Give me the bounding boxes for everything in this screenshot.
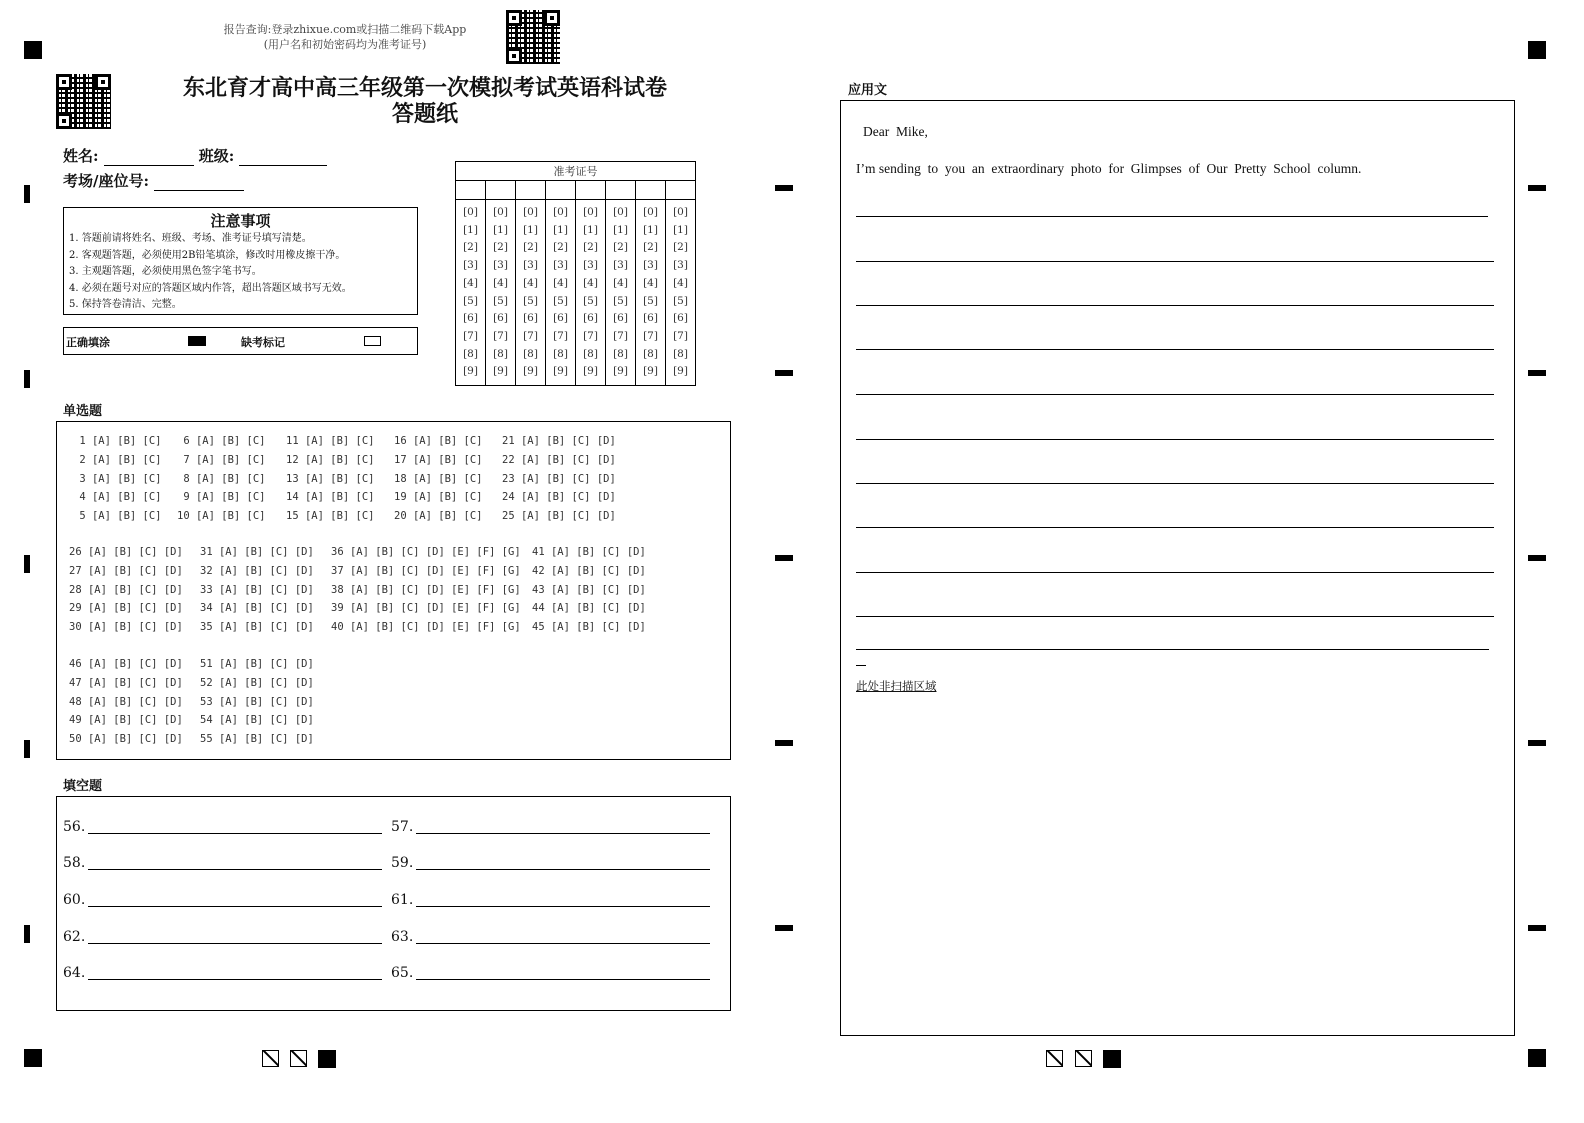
exam-id-column[interactable]: [636, 200, 666, 386]
blank-line[interactable]: [416, 833, 710, 834]
blank-line[interactable]: [416, 869, 710, 870]
exam-id-bubble[interactable]: [0]: [583, 206, 598, 218]
exam-id-bubble[interactable]: [6]: [523, 312, 538, 325]
exam-id-bubble[interactable]: [6]: [673, 312, 688, 325]
correct-fill-label: 正确填涂: [66, 336, 110, 349]
exam-id-bubble[interactable]: [9]: [583, 365, 598, 378]
blank-line[interactable]: [88, 943, 382, 944]
exam-id-bubble[interactable]: [4]: [553, 276, 568, 289]
single-choice-label: 单选题: [63, 404, 103, 419]
exam-id-column[interactable]: [576, 200, 606, 386]
exam-id-column[interactable]: [456, 200, 486, 386]
exam-id-bubble[interactable]: [2]: [643, 241, 658, 254]
writing-line[interactable]: [856, 349, 1494, 350]
exam-id-bubble[interactable]: [7]: [523, 329, 538, 342]
mc-column[interactable]: 6 [A] [B] [C] 7 [A] [B] [C] 8 [A] [B] [C] 9 [A] [B] [C] 10 [A] [B] [C]: [177, 435, 266, 523]
notice-item: 3. 主观题答题，必须使用黑色签字笔书写。: [69, 266, 262, 277]
exam-id-bubble[interactable]: [3]: [463, 259, 478, 272]
fill-example-box: [63, 327, 418, 355]
side-mark-right: [1528, 370, 1546, 376]
single-choice-box: [56, 421, 731, 760]
exam-id-bubble[interactable]: [4]: [613, 276, 628, 289]
exam-id-digit-cell[interactable]: [546, 181, 576, 200]
exam-id-bubble[interactable]: [2]: [673, 241, 688, 254]
exam-id-column[interactable]: [606, 200, 636, 386]
exam-id-digit-cell[interactable]: [516, 181, 546, 200]
exam-id-bubble[interactable]: [7]: [643, 329, 658, 342]
mc-column[interactable]: 16 [A] [B] [C] 17 [A] [B] [C] 18 [A] [B] [C] 19 [A] [B] [C] 20 [A] [B] [C]: [394, 435, 483, 523]
exam-id-bubble[interactable]: [1]: [523, 223, 538, 236]
mc-column[interactable]: 31 [A] [B] [C] [D] 32 [A] [B] [C] [D] 33 [A] [B] [C] [D] 34 [A] [B] [C] [D] 35 [A] [B] [C] [D]: [200, 546, 314, 634]
blank-line[interactable]: [416, 943, 710, 944]
name-row: [63, 145, 327, 166]
exam-id-bubble[interactable]: [6]: [493, 312, 508, 325]
exam-id-bubble[interactable]: [1]: [673, 223, 688, 236]
corner-mark-top-right: [1528, 41, 1546, 59]
writing-line[interactable]: [856, 572, 1494, 573]
writing-line[interactable]: [856, 305, 1494, 306]
exam-id-bubble[interactable]: [2]: [493, 241, 508, 254]
exam-id-bubble[interactable]: [9]: [553, 365, 568, 378]
side-mark-middle: [775, 370, 793, 376]
exam-id-bubble[interactable]: [6]: [463, 312, 478, 325]
blank-number: 62.: [63, 929, 86, 945]
corner-mark-bottom-right: [1528, 1049, 1546, 1067]
notice-item: 5. 保持答卷清洁、完整。: [69, 299, 182, 310]
exam-id-bubble[interactable]: [6]: [583, 312, 598, 325]
notice-title: 注意事项: [210, 212, 271, 230]
page-title: [160, 75, 690, 127]
fill-blank-box: [56, 796, 731, 1011]
exam-id-bubble[interactable]: [3]: [673, 259, 688, 272]
exam-id-bubble[interactable]: [0]: [463, 206, 478, 218]
blank-line[interactable]: [416, 979, 710, 980]
qr-code-student: [56, 74, 111, 129]
exam-id-bubble[interactable]: [5]: [553, 294, 568, 307]
exam-id-bubble[interactable]: [1]: [613, 223, 628, 236]
mc-column[interactable]: 1 [A] [B] [C] 2 [A] [B] [C] 3 [A] [B] [C] 4 [A] [B] [C] 5 [A] [B] [C]: [79, 435, 162, 523]
exam-id-bubble[interactable]: [2]: [463, 241, 478, 254]
page-mark-slash: [290, 1050, 307, 1067]
exam-id-bubble[interactable]: [0]: [673, 206, 688, 218]
exam-id-bubble[interactable]: [0]: [643, 206, 658, 218]
exam-id-bubble[interactable]: [5]: [613, 294, 628, 307]
writing-line[interactable]: [856, 483, 1494, 484]
mc-column[interactable]: 21 [A] [B] [C] [D] 22 [A] [B] [C] [D] 23 [A] [B] [C] [D] 24 [A] [B] [C] [D] 25 [A] [B] [C] [D]: [502, 435, 616, 523]
blank-number: 64.: [63, 965, 86, 981]
exam-id-bubble[interactable]: [7]: [613, 329, 628, 342]
exam-id-bubble[interactable]: [3]: [523, 259, 538, 272]
exam-id-digit-cell[interactable]: [486, 181, 516, 200]
blank-line[interactable]: [88, 833, 382, 834]
exam-id-bubble[interactable]: [8]: [673, 347, 688, 360]
exam-id-bubble[interactable]: [0]: [493, 206, 508, 218]
mc-column[interactable]: 36 [A] [B] [C] [D] [E] [F] [G] 37 [A] [B] [C] [D] [E] [F] [G] 38 [A] [B] [C] [D] [E] [F] [G] 39 [A] [B] [C] [D] [E] [F] [G] 40 [A] [B] [C] [D] [E] [F] [G]: [331, 546, 521, 634]
blank-line[interactable]: [416, 906, 710, 907]
exam-id-bubble[interactable]: [7]: [463, 329, 478, 342]
exam-id-bubble[interactable]: [5]: [463, 294, 478, 307]
exam-id-digit-cell[interactable]: [606, 181, 636, 200]
side-mark-middle: [775, 555, 793, 561]
exam-id-bubble[interactable]: [4]: [463, 276, 478, 289]
side-mark-middle: [775, 925, 793, 931]
exam-id-bubble[interactable]: [1]: [553, 223, 568, 236]
blank-number: 56.: [63, 819, 86, 835]
exam-id-bubble[interactable]: [2]: [523, 241, 538, 254]
exam-id-bubble[interactable]: [4]: [673, 276, 688, 289]
correct-fill-sample: [188, 336, 206, 346]
exam-id-bubble[interactable]: [4]: [523, 276, 538, 289]
side-mark-middle: [775, 185, 793, 191]
notice-item: 2. 客观题答题，必须使用2B铅笔填涂，修改时用橡皮擦干净。: [69, 249, 346, 261]
writing-line[interactable]: [856, 527, 1494, 528]
exam-id-bubble[interactable]: [3]: [493, 259, 508, 272]
name-field[interactable]: [104, 152, 194, 166]
exam-id-bubble[interactable]: [3]: [643, 259, 658, 272]
essay-first-sentence: I’m sending to you an extraordinary photo for Glimpses of Our Pretty School column.: [856, 161, 1362, 176]
blank-number: 59.: [391, 855, 414, 871]
side-mark-left: [24, 925, 30, 943]
exam-id-digit-cell[interactable]: [576, 181, 606, 200]
side-mark-left: [24, 370, 30, 388]
exam-id-bubble[interactable]: [4]: [583, 276, 598, 289]
side-mark-right: [1528, 740, 1546, 746]
report-line-2: (用户名和初始密码均为准考证号): [263, 38, 427, 51]
exam-id-column[interactable]: [546, 200, 576, 386]
exam-id-bubble[interactable]: [0]: [613, 206, 628, 218]
writing-line[interactable]: [856, 216, 1488, 217]
page-mark-solid: [318, 1050, 336, 1068]
side-mark-right: [1528, 185, 1546, 191]
class-field[interactable]: [239, 152, 327, 166]
notice-box: [63, 207, 418, 315]
exam-id-digit-cell[interactable]: [636, 181, 666, 200]
mc-column[interactable]: 46 [A] [B] [C] [D] 47 [A] [B] [C] [D] 48 [A] [B] [C] [D] 49 [A] [B] [C] [D] 50 [A] [B] [C] [D]: [69, 658, 183, 746]
exam-id-bubble[interactable]: [5]: [583, 294, 598, 307]
exam-id-bubble[interactable]: [7]: [673, 329, 688, 342]
writing-line[interactable]: [856, 439, 1494, 440]
blank-number: 58.: [63, 855, 86, 871]
exam-id-bubble[interactable]: [6]: [553, 312, 568, 325]
seat-label: 考场/座位号:: [63, 172, 150, 190]
exam-id-bubble[interactable]: [4]: [643, 276, 658, 289]
writing-line[interactable]: [856, 616, 1494, 617]
essay-greeting: Dear Mike,: [863, 124, 928, 139]
side-mark-left: [24, 740, 30, 758]
exam-id-bubble[interactable]: [0]: [523, 206, 538, 218]
non-scan-area-label: 此处非扫描区域: [856, 679, 937, 693]
exam-id-bubble[interactable]: [8]: [493, 347, 508, 360]
exam-id-bubble[interactable]: [8]: [613, 347, 628, 360]
exam-id-bubble[interactable]: [3]: [553, 259, 568, 272]
exam-id-grid: [455, 161, 696, 386]
exam-id-bubble[interactable]: [9]: [463, 365, 478, 378]
mc-column[interactable]: 41 [A] [B] [C] [D] 42 [A] [B] [C] [D] 43 [A] [B] [C] [D] 44 [A] [B] [C] [D] 45 [A] [B] [C] [D]: [532, 546, 646, 634]
exam-id-bubble[interactable]: [8]: [463, 347, 478, 360]
writing-line[interactable]: [856, 394, 1494, 395]
report-line-1: 报告查询:登录zhixue.com或扫描二维码下载App: [223, 23, 467, 36]
exam-id-bubble[interactable]: [2]: [553, 241, 568, 254]
absent-mark-label: 缺考标记: [241, 336, 285, 349]
exam-id-bubble[interactable]: [2]: [613, 241, 628, 254]
exam-id-bubble[interactable]: [1]: [583, 223, 598, 236]
exam-id-bubble[interactable]: [9]: [523, 365, 538, 378]
exam-id-bubble[interactable]: [8]: [643, 347, 658, 360]
blank-number: 57.: [391, 819, 414, 835]
essay-box: [840, 100, 1515, 1036]
blank-number: 61.: [391, 892, 414, 908]
side-mark-left: [24, 185, 30, 203]
mc-column[interactable]: 11 [A] [B] [C] 12 [A] [B] [C] 13 [A] [B] [C] 14 [A] [B] [C] 15 [A] [B] [C]: [286, 435, 375, 523]
absent-mark-checkbox[interactable]: [364, 336, 381, 346]
exam-id-bubble[interactable]: [9]: [673, 365, 688, 378]
exam-id-bubble[interactable]: [2]: [583, 241, 598, 254]
page-mark-slash: [1046, 1050, 1063, 1067]
exam-id-bubble[interactable]: [3]: [613, 259, 628, 272]
corner-mark-bottom-left: [24, 1049, 42, 1067]
title-line-2: 答题纸: [391, 101, 458, 127]
exam-id-bubble[interactable]: [3]: [583, 259, 598, 272]
page-mark-solid: [1103, 1050, 1121, 1068]
exam-id-bubble[interactable]: [5]: [523, 294, 538, 307]
seat-field[interactable]: [154, 177, 244, 191]
qr-code-download[interactable]: [506, 10, 560, 64]
exam-id-bubble[interactable]: [9]: [493, 365, 508, 378]
mc-column[interactable]: 26 [A] [B] [C] [D] 27 [A] [B] [C] [D] 28 [A] [B] [C] [D] 29 [A] [B] [C] [D] 30 [A] [B] [C] [D]: [69, 546, 183, 634]
blank-number: 60.: [63, 892, 86, 908]
notice-item: 1. 答题前请将姓名、班级、考场、准考证号填写清楚。: [69, 233, 312, 244]
exam-id-digit-cell[interactable]: [666, 181, 696, 200]
side-mark-left: [24, 555, 30, 573]
exam-id-bubble[interactable]: [7]: [493, 329, 508, 342]
exam-id-digit-cell[interactable]: [456, 181, 486, 200]
blank-line[interactable]: [88, 979, 382, 980]
exam-id-bubble[interactable]: [5]: [493, 294, 508, 307]
exam-id-bubble[interactable]: [5]: [643, 294, 658, 307]
exam-id-column[interactable]: [486, 200, 516, 386]
exam-id-bubble[interactable]: [7]: [553, 329, 568, 342]
writing-line[interactable]: [856, 261, 1494, 262]
report-info: [200, 22, 490, 52]
exam-id-bubble[interactable]: [8]: [523, 347, 538, 360]
exam-id-bubble[interactable]: [1]: [493, 223, 508, 236]
exam-id-bubble[interactable]: [6]: [613, 312, 628, 325]
blank-line[interactable]: [88, 906, 382, 907]
writing-line[interactable]: [856, 649, 1489, 650]
page-mark-slash: [1075, 1050, 1092, 1067]
blank-number: 63.: [391, 929, 414, 945]
exam-id-bubble[interactable]: [1]: [643, 223, 658, 236]
side-mark-middle: [775, 740, 793, 746]
exam-id-bubble[interactable]: [1]: [463, 223, 478, 236]
exam-id-bubble[interactable]: [8]: [553, 347, 568, 360]
fill-blank-label: 填空题: [63, 779, 103, 794]
exam-id-bubble[interactable]: [7]: [583, 329, 598, 342]
exam-id-column[interactable]: [666, 200, 696, 386]
exam-id-bubble[interactable]: [6]: [643, 312, 658, 325]
exam-id-bubble[interactable]: [9]: [643, 365, 658, 378]
exam-id-bubble[interactable]: [4]: [493, 276, 508, 289]
name-label: 姓名:: [63, 147, 99, 165]
essay-label: 应用文: [848, 83, 888, 98]
class-label: 班级:: [198, 147, 235, 165]
blank-number: 65.: [391, 965, 414, 981]
page-mark-slash: [262, 1050, 279, 1067]
exam-id-title: 准考证号: [456, 162, 696, 181]
writing-line-stub: [856, 665, 866, 666]
exam-id-bubble[interactable]: [9]: [613, 365, 628, 378]
seat-row: [63, 170, 244, 191]
side-mark-right: [1528, 925, 1546, 931]
exam-id-column[interactable]: [516, 200, 546, 386]
title-line-1: 东北育才高中高三年级第一次模拟考试英语科试卷: [182, 75, 667, 101]
notice-item: 4. 必须在题号对应的答题区域内作答，超出答题区域书写无效。: [69, 282, 352, 294]
side-mark-right: [1528, 555, 1546, 561]
exam-id-bubble[interactable]: [5]: [673, 294, 688, 307]
corner-mark-top-left: [24, 41, 42, 59]
mc-column[interactable]: 51 [A] [B] [C] [D] 52 [A] [B] [C] [D] 53 [A] [B] [C] [D] 54 [A] [B] [C] [D] 55 [A] [B] [C] [D]: [200, 658, 314, 746]
exam-id-bubble[interactable]: [8]: [583, 347, 598, 360]
blank-line[interactable]: [88, 869, 382, 870]
exam-id-bubble[interactable]: [0]: [553, 206, 568, 218]
